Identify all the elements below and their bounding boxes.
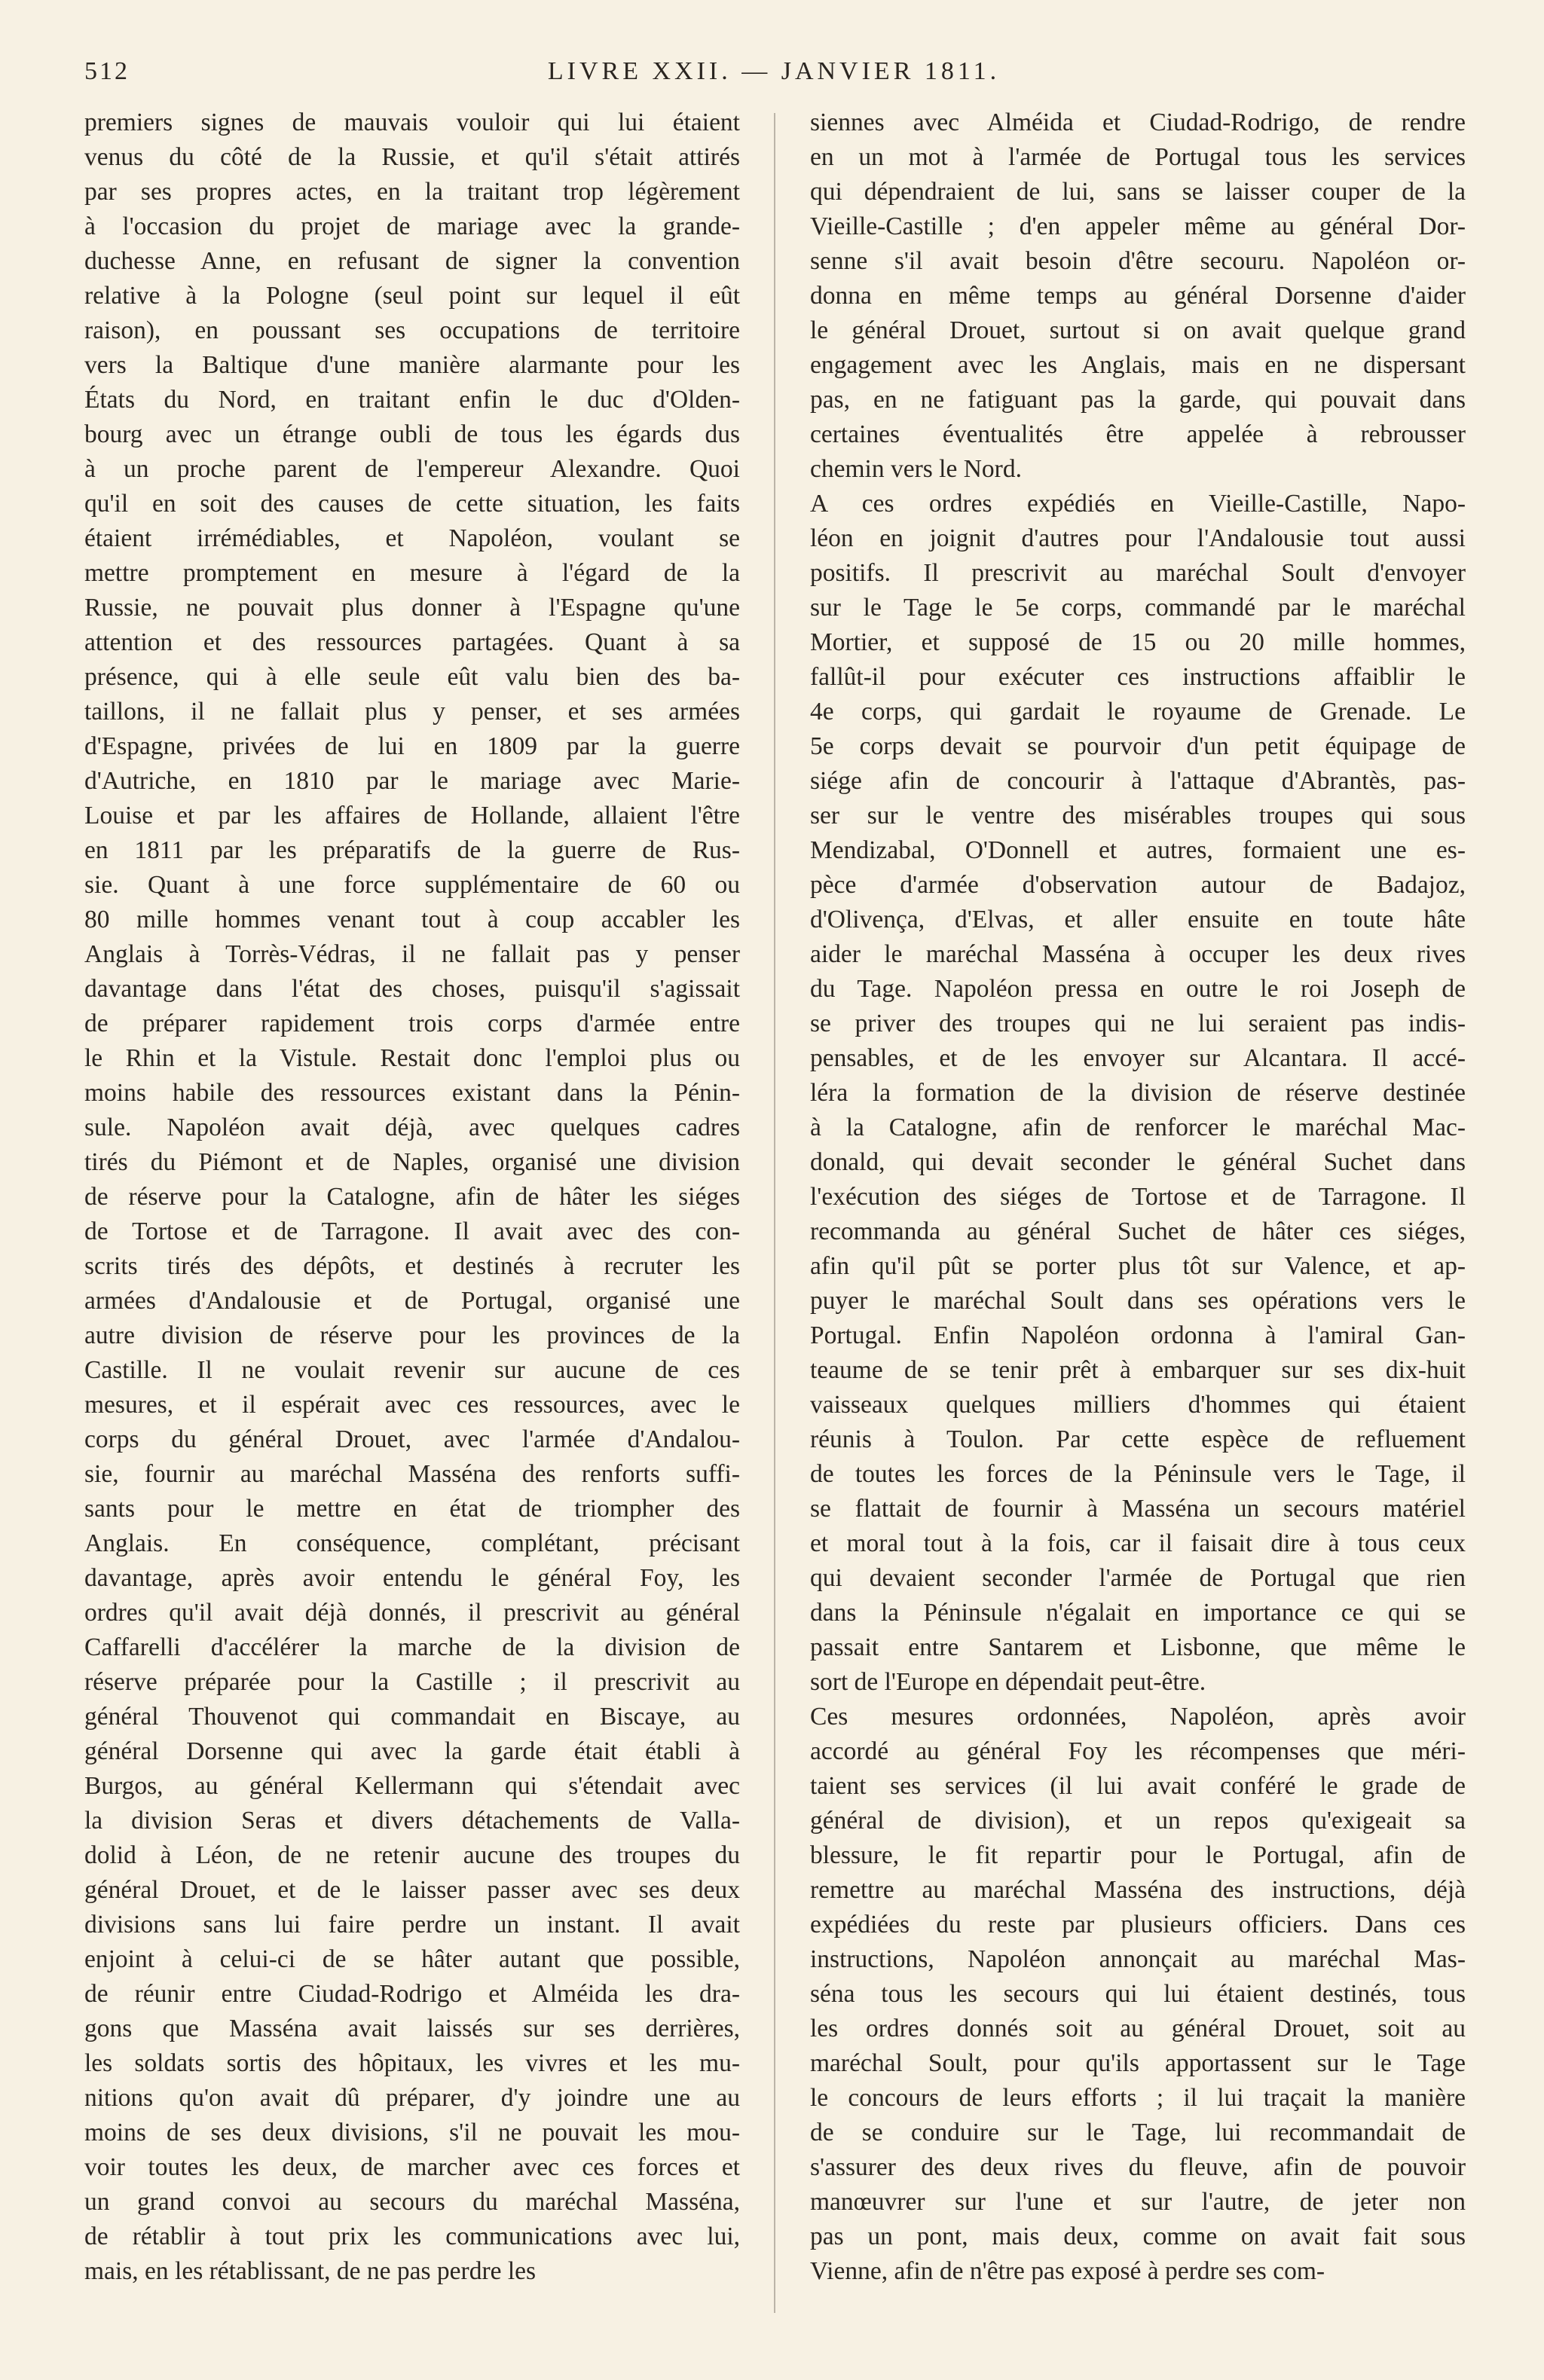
- text-line: donald, qui devait seconder le général Suchet dans: [810, 1148, 1466, 1176]
- text-line: les soldats sortis des hôpitaux, les vivres et les mu-: [84, 2049, 740, 2077]
- text-line: attention et des ressources partagées. Quant à sa: [84, 628, 740, 656]
- text-line: Russie, ne pouvait plus donner à l'Espagne qu'une: [84, 594, 740, 622]
- text-line: à la Catalogne, afin de renforcer le maréchal Mac-: [810, 1114, 1466, 1141]
- text-line: général Thouvenot qui commandait en Biscaye, au: [84, 1703, 740, 1731]
- text-line: réserve préparée pour la Castille ; il prescrivit au: [84, 1668, 740, 1696]
- text-line: pensables, et de les envoyer sur Alcantara. Il accé-: [810, 1044, 1466, 1072]
- text-line: le Rhin et la Vistule. Restait donc l'emploi plus ou: [84, 1044, 740, 1072]
- text-line: sie. Quant à une force supplémentaire de 60 ou: [84, 871, 740, 899]
- text-line: Ces mesures ordonnées, Napoléon, après avoir: [810, 1703, 1466, 1731]
- text-line: relative à la Pologne (seul point sur lequel il eût: [84, 282, 740, 310]
- text-line: Anglais à Torrès-Védras, il ne fallait pas y penser: [84, 940, 740, 968]
- text-line: autre division de réserve pour les provinces de la: [84, 1321, 740, 1349]
- text-line: blessure, le fit repartir pour le Portugal, afin de: [810, 1841, 1466, 1869]
- text-line: teaume de se tenir prêt à embarquer sur ses dix-huit: [810, 1356, 1466, 1384]
- left-column: [84, 105, 740, 2289]
- text-line: étaient irrémédiables, et Napoléon, voulant se: [84, 524, 740, 552]
- text-line: léra la formation de la division de réserve destinée: [810, 1079, 1466, 1107]
- text-line: remettre au maréchal Masséna des instructions, déjà: [810, 1876, 1466, 1904]
- text-line: 80 mille hommes venant tout à coup accabler les: [84, 906, 740, 933]
- text-line: en un mot à l'armée de Portugal tous les services: [810, 143, 1466, 171]
- text-line: à l'occasion du projet de mariage avec la grande-: [84, 212, 740, 240]
- text-line: taillons, il ne fallait plus y penser, et ses armées: [84, 698, 740, 726]
- text-line: pas un pont, mais deux, comme on avait fait sous: [810, 2223, 1466, 2250]
- text-line: Louise et par les affaires de Hollande, allaient l'être: [84, 802, 740, 829]
- text-line: qui dépendraient de lui, sans se laisser couper de la: [810, 178, 1466, 206]
- text-line: le concours de leurs efforts ; il lui traçait la manière: [810, 2084, 1466, 2112]
- text-line: Caffarelli d'accélérer la marche de la division de: [84, 1633, 740, 1661]
- text-line: s'assurer des deux rives du fleuve, afin de pouvoir: [810, 2153, 1466, 2181]
- text-line: gons que Masséna avait laissés sur ses derrières,: [84, 2015, 740, 2042]
- text-line: d'Autriche, en 1810 par le mariage avec Marie-: [84, 767, 740, 795]
- text-line: venus du côté de la Russie, et qu'il s'était attirés: [84, 143, 740, 171]
- text-line: manœuvrer sur l'une et sur l'autre, de jeter non: [810, 2188, 1466, 2216]
- text-line: nitions qu'on avait dû préparer, d'y joindre une au: [84, 2084, 740, 2112]
- text-line: davantage dans l'état des choses, puisqu'il s'agissait: [84, 975, 740, 1003]
- text-line: siége afin de concourir à l'attaque d'Abrantès, pas-: [810, 767, 1466, 795]
- text-line: sie, fournir au maréchal Masséna des renforts suffi-: [84, 1460, 740, 1488]
- text-line: mais, en les rétablissant, de ne pas perdre les: [84, 2257, 537, 2285]
- text-line: réunis à Toulon. Par cette espèce de refluement: [810, 1425, 1466, 1453]
- text-line: aider le maréchal Masséna à occuper les deux rives: [810, 940, 1466, 968]
- text-line: se flattait de fournir à Masséna un secours matériel: [810, 1495, 1466, 1523]
- text-line: mesures, et il espérait avec ces ressources, avec le: [84, 1391, 740, 1419]
- text-line: siennes avec Alméida et Ciudad-Rodrigo, de rendre: [810, 108, 1466, 136]
- text-line: vers la Baltique d'une manière alarmante pour les: [84, 351, 740, 379]
- text-line: recommanda au général Suchet de hâter ces siéges,: [810, 1217, 1466, 1245]
- text-line: afin qu'il pût se porter plus tôt sur Valence, et ap-: [810, 1252, 1466, 1280]
- text-line: donna en même temps au général Dorsenne d'aider: [810, 282, 1466, 310]
- text-line: par ses propres actes, en la traitant trop légèrement: [84, 178, 740, 206]
- text-line: la division Seras et divers détachements de Valla-: [84, 1807, 740, 1835]
- text-line: du Tage. Napoléon pressa en outre le roi Joseph de: [810, 975, 1466, 1003]
- text-line: certaines éventualités être appelée à rebrousser: [810, 420, 1466, 448]
- text-line: davantage, après avoir entendu le général Foy, les: [84, 1564, 740, 1592]
- text-line: séna tous les secours qui lui étaient destinés, tous: [810, 1980, 1466, 2008]
- text-line: en 1811 par les préparatifs de la guerre de Rus-: [84, 836, 740, 864]
- page-number: 512: [84, 57, 130, 85]
- text-line: Mortier, et supposé de 15 ou 20 mille hommes,: [810, 628, 1466, 656]
- text-line: le général Drouet, surtout si on avait quelque grand: [810, 316, 1466, 344]
- text-line: armées d'Andalousie et de Portugal, organisé une: [84, 1287, 740, 1315]
- text-line: raison), en poussant ses occupations de territoire: [84, 316, 740, 344]
- text-line: engagement avec les Anglais, mais en ne dispersant: [810, 351, 1466, 379]
- text-line: premiers signes de mauvais vouloir qui lui étaient: [84, 108, 740, 136]
- text-line: Vieille-Castille ; d'en appeler même au général Dor-: [810, 212, 1466, 240]
- text-line: chemin vers le Nord.: [810, 455, 1022, 483]
- text-line: sort de l'Europe en dépendait peut-être.: [810, 1668, 1206, 1696]
- text-line: qu'il en soit des causes de cette situation, les faits: [84, 490, 740, 518]
- text-line: de préparer rapidement trois corps d'armée entre: [84, 1010, 740, 1037]
- text-line: vaisseaux quelques milliers d'hommes qui étaient: [810, 1391, 1466, 1419]
- text-line: dans la Péninsule n'égalait en importance ce qui se: [810, 1599, 1466, 1627]
- text-line: expédiées du reste par plusieurs officiers. Dans ces: [810, 1911, 1466, 1939]
- text-line: sule. Napoléon avait déjà, avec quelques cadres: [84, 1114, 740, 1141]
- text-line: puyer le maréchal Soult dans ses opérations vers le: [810, 1287, 1466, 1315]
- text-line: un grand convoi au secours du maréchal Masséna,: [84, 2188, 740, 2216]
- text-line: général de division), et un repos qu'exigeait sa: [810, 1807, 1466, 1835]
- text-line: d'Espagne, privées de lui en 1809 par la guerre: [84, 732, 740, 760]
- text-line: Vienne, afin de n'être pas exposé à perdre ses com-: [810, 2257, 1325, 2285]
- text-line: de réunir entre Ciudad-Rodrigo et Alméida les dra-: [84, 1980, 740, 2008]
- text-line: moins habile des ressources existant dans la Pénin-: [84, 1079, 740, 1107]
- text-line: Mendizabal, O'Donnell et autres, formaient une es-: [810, 836, 1466, 864]
- text-line: Anglais. En conséquence, complétant, précisant: [84, 1529, 740, 1557]
- text-line: maréchal Soult, pour qu'ils apportassent sur le Tage: [810, 2049, 1466, 2077]
- text-line: enjoint à celui-ci de se hâter autant que possible,: [84, 1945, 740, 1973]
- text-line: dolid à Léon, de ne retenir aucune des troupes du: [84, 1841, 740, 1869]
- text-line: moins de ses deux divisions, s'il ne pouvait les mou-: [84, 2119, 740, 2146]
- text-line: général Drouet, et de le laisser passer avec ses deux: [84, 1876, 740, 1904]
- text-line: pas, en ne fatiguant pas la garde, qui pouvait dans: [810, 386, 1466, 414]
- text-line: A ces ordres expédiés en Vieille-Castille, Napo-: [810, 490, 1466, 518]
- text-line: taient ses services (il lui avait conféré le grade de: [810, 1772, 1466, 1800]
- text-line: duchesse Anne, en refusant de signer la convention: [84, 247, 740, 275]
- text-line: accordé au général Foy les récompenses que méri-: [810, 1737, 1466, 1765]
- text-line: corps du général Drouet, avec l'armée d'Andalou-: [84, 1425, 740, 1453]
- text-line: sur le Tage le 5e corps, commandé par le maréchal: [810, 594, 1466, 622]
- text-line: divisions sans lui faire perdre un instant. Il avait: [84, 1911, 740, 1939]
- running-title: LIVRE XXII. — JANVIER 1811.: [547, 57, 1001, 85]
- text-line: de toutes les forces de la Péninsule vers le Tage, il: [810, 1460, 1466, 1488]
- text-line: à un proche parent de l'empereur Alexandre. Quoi: [84, 455, 740, 483]
- text-line: fallût-il pour exécuter ces instructions affaiblir le: [810, 663, 1466, 691]
- text-line: 5e corps devait se pourvoir d'un petit équipage de: [810, 732, 1466, 760]
- text-line: scrits tirés des dépôts, et destinés à recruter les: [84, 1252, 740, 1280]
- text-line: de rétablir à tout prix les communications avec lui,: [84, 2223, 740, 2250]
- text-line: Burgos, au général Kellermann qui s'étendait avec: [84, 1772, 740, 1800]
- text-line: de se conduire sur le Tage, lui recommandait de: [810, 2119, 1466, 2146]
- text-line: d'Olivença, d'Elvas, et aller ensuite en toute hâte: [810, 906, 1466, 933]
- right-column: [810, 105, 1466, 2289]
- text-line: pèce d'armée d'observation autour de Badajoz,: [810, 871, 1466, 899]
- text-line: léon en joignit d'autres pour l'Andalousie tout aussi: [810, 524, 1466, 552]
- text-line: voir toutes les deux, de marcher avec ces forces et: [84, 2153, 740, 2181]
- text-line: positifs. Il prescrivit au maréchal Soult d'envoyer: [810, 559, 1466, 587]
- text-line: tirés du Piémont et de Naples, organisé une division: [84, 1148, 740, 1176]
- text-line: senne s'il avait besoin d'être secouru. Napoléon or-: [810, 247, 1466, 275]
- text-line: se priver des troupes qui ne lui seraient pas indis-: [810, 1010, 1466, 1037]
- text-line: passait entre Santarem et Lisbonne, que même le: [810, 1633, 1466, 1661]
- text-line: 4e corps, qui gardait le royaume de Grenade. Le: [810, 698, 1466, 726]
- text-line: général Dorsenne qui avec la garde était établi à: [84, 1737, 740, 1765]
- text-line: les ordres donnés soit au général Drouet, soit au: [810, 2015, 1466, 2042]
- text-line: mettre promptement en mesure à l'égard de la: [84, 559, 740, 587]
- text-line: qui devaient seconder l'armée de Portugal que rien: [810, 1564, 1466, 1592]
- text-line: et moral tout à la fois, car il faisait dire à tous ceux: [810, 1529, 1466, 1557]
- text-line: Castille. Il ne voulait revenir sur aucune de ces: [84, 1356, 740, 1384]
- text-line: présence, qui à elle seule eût valu bien des ba-: [84, 663, 740, 691]
- text-line: sants pour le mettre en état de triompher des: [84, 1495, 740, 1523]
- text-columns: [84, 105, 1466, 2336]
- text-line: Portugal. Enfin Napoléon ordonna à l'amiral Gan-: [810, 1321, 1466, 1349]
- text-line: l'exécution des siéges de Tortose et de Tarragone. Il: [810, 1183, 1466, 1211]
- text-line: ordres qu'il avait déjà donnés, il prescrivit au général: [84, 1599, 740, 1627]
- text-line: bourg avec un étrange oubli de tous les égards dus: [84, 420, 740, 448]
- page-header: [84, 50, 1463, 95]
- text-line: de réserve pour la Catalogne, afin de hâter les siéges: [84, 1183, 740, 1211]
- text-line: instructions, Napoléon annonçait au maréchal Mas-: [810, 1945, 1466, 1973]
- column-divider: [774, 113, 775, 2313]
- text-line: de Tortose et de Tarragone. Il avait avec des con-: [84, 1217, 740, 1245]
- text-line: ser sur le ventre des misérables troupes qui sous: [810, 802, 1466, 829]
- text-line: États du Nord, en traitant enfin le duc d'Olden-: [84, 386, 740, 414]
